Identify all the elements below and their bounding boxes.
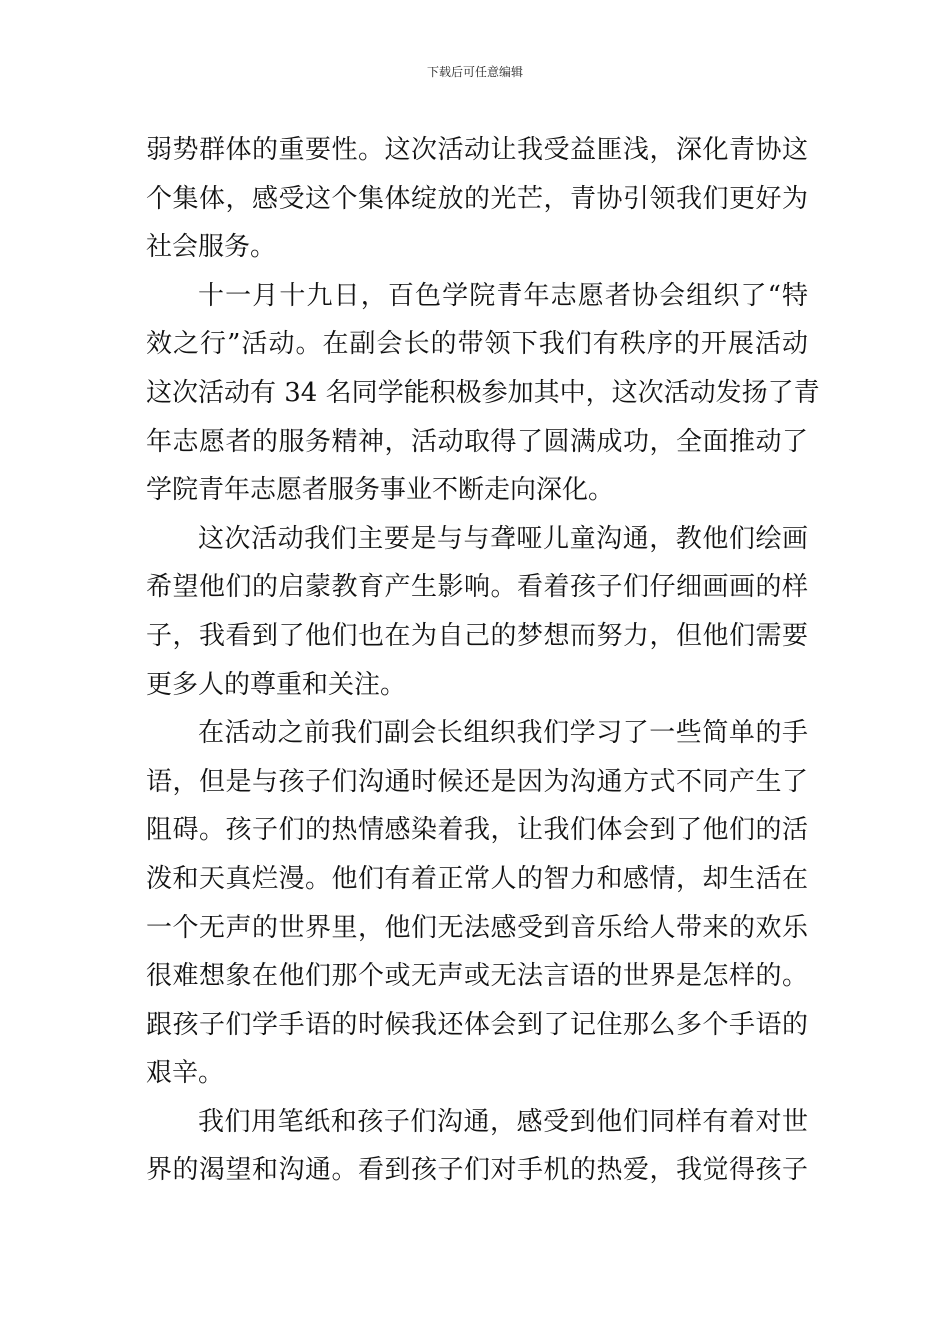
text-line: 这次活动我们主要是与与聋哑儿童沟通，教他们绘画 xyxy=(198,523,808,554)
page-header: 下载后可任意编辑 xyxy=(426,65,523,79)
text-line: 学院青年志愿者服务事业不断走向深化。 xyxy=(146,475,615,506)
text-line: 语，但是与孩子们沟通时候还是因为沟通方式不同产生了 xyxy=(146,766,808,797)
text-line: 社会服务。 xyxy=(146,232,277,263)
text-line: 很难想象在他们那个或无声或无法言语的世界是怎样的。 xyxy=(146,961,808,992)
text-line: 弱势群体的重要性。这次活动让我受益匪浅，深化青协这 xyxy=(146,135,808,165)
text-line: 更多人的尊重和关注。 xyxy=(146,669,407,700)
text-line: 界的渴望和沟通。看到孩子们对手机的热爱，我觉得孩子 xyxy=(146,1155,808,1186)
text-line: 泼和天真烂漫。他们有着正常人的智力和感情，却生活在 xyxy=(146,863,808,894)
text-line: 十一月十九日，百色学院青年志愿者协会组织了“特 xyxy=(198,280,808,311)
text-line: 效之行”活动。在副会长的带领下我们有秩序的开展活动 xyxy=(146,329,808,360)
text-line: 年志愿者的服务精神，活动取得了圆满成功，全面推动了 xyxy=(146,426,808,457)
text-line: 个集体，感受这个集体绽放的光芒，青协引领我们更好为 xyxy=(146,183,808,214)
text-line: 希望他们的启蒙教育产生影响。看着孩子们仔细画画的样 xyxy=(146,572,808,603)
text-line: 艰辛。 xyxy=(146,1058,225,1089)
text-line: 这次活动有 34 名同学能积极参加其中，这次活动发扬了青 xyxy=(146,377,820,408)
text-line: 我们用笔纸和孩子们沟通，感受到他们同样有着对世 xyxy=(198,1106,808,1137)
text-line: 子，我看到了他们也在为自己的梦想而努力，但他们需要 xyxy=(146,620,808,651)
text-line: 在活动之前我们副会长组织我们学习了一些简单的手 xyxy=(198,718,808,749)
text-line: 阻碍。孩子们的热情感染着我，让我们体会到了他们的活 xyxy=(146,815,808,846)
text-line: 一个无声的世界里，他们无法感受到音乐给人带来的欢乐 xyxy=(146,912,808,943)
text-line: 跟孩子们学手语的时候我还体会到了记住那么多个手语的 xyxy=(146,1009,808,1040)
document-body xyxy=(146,126,820,1195)
